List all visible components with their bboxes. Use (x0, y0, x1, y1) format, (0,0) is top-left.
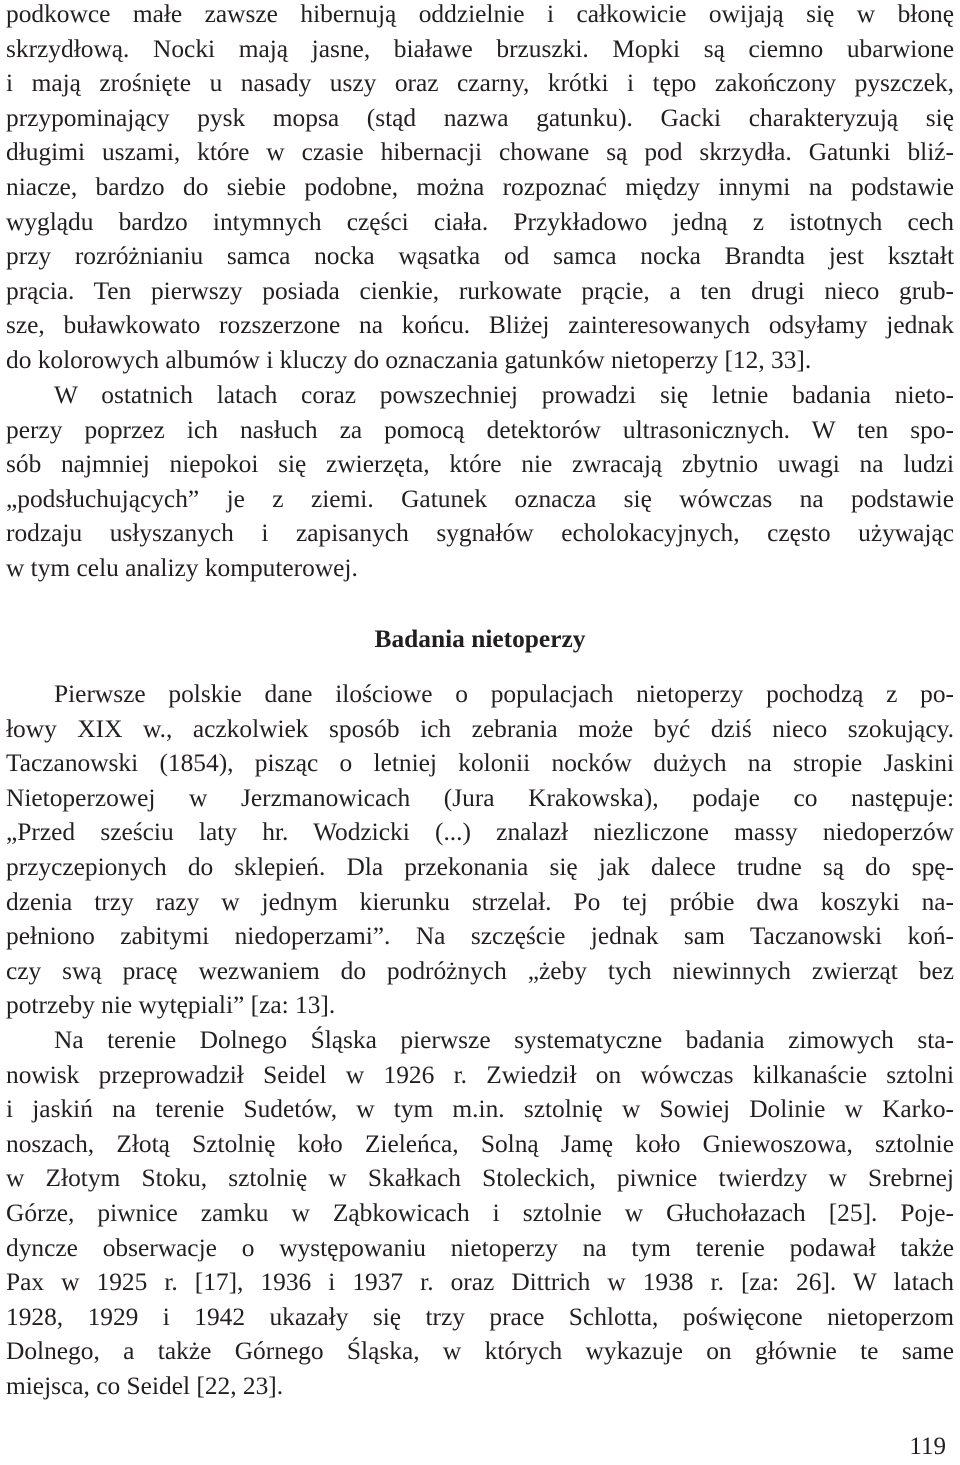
text-line: sób najmniej niepokoi się zwierzęta, które nie zwracają zbytnio uwagi na ludzi (6, 450, 954, 479)
text-line: przypominający pysk mopsa (stąd nazwa gatunku). Gacki charakteryzują się (6, 103, 954, 132)
text-line: 1928, 1929 i 1942 ukazały się trzy prace Schlotta, poświęcone nietoperzom (6, 1302, 954, 1331)
text-line: „podsłuchujących” je z ziemi. Gatunek oznacza się wówczas na podstawie (6, 484, 954, 513)
text-line: wyglądu bardzo intymnych części ciała. Przykładowo jedną z istotnych cech (6, 207, 954, 236)
text-line: rodzaju usłyszanych i zapisanych sygnałów echolokacyjnych, często używając (6, 519, 954, 548)
text-line: niacze, bardzo do siebie podobne, można rozpoznać między innymi na podstawie (6, 172, 954, 201)
paragraph-ultrasonic (6, 378, 954, 586)
text-line: długimi uszami, które w czasie hibernacji chowane są pod skrzydła. Gatunki bliź- (6, 138, 954, 167)
text-line: i jaskiń na terenie Sudetów, w tym m.in. sztolnię w Sowiej Dolinie w Karko- (6, 1095, 954, 1124)
text-line: Pierwsze polskie dane ilościowe o populacjach nietoperzy pochodzą z po- (54, 680, 954, 708)
text-line: do kolorowych albumów i kluczy do oznaczania gatunków nietoperzy [12, 33]. (6, 345, 812, 374)
text-line: w Złotym Stoku, sztolnię w Skałkach Stoleckich, piwnice twierdzy w Srebrnej (6, 1164, 954, 1193)
page-number: 119 (909, 1433, 946, 1460)
text-line: sze, buławkowato rozszerzone na końcu. Bliżej zainteresowanych odsyłamy jednak (6, 311, 954, 340)
paragraph-continuation (6, 0, 954, 378)
text-line: perzy poprzez ich nasłuch za pomocą detektorów ultrasonicznych. W ten spo- (6, 415, 954, 444)
text-line: W ostatnich latach coraz powszechniej prowadzi się letnie badania nieto- (54, 381, 954, 409)
paragraph-first-data (6, 677, 954, 1023)
text-line: noszach, Złotą Sztolnię koło Zieleńca, Solną Jamę koło Gniewoszowa, sztolnie (6, 1129, 954, 1158)
text-line: Na terenie Dolnego Śląska pierwsze systematyczne badania zimowych sta- (54, 1026, 954, 1054)
text-line: dzenia trzy razy w jednym kierunku strzelał. Po tej próbie dwa koszyki na- (6, 887, 954, 916)
text-line: i mają zrośnięte u nasady uszy oraz czarny, krótki i tępo zakończony pyszczek, (6, 69, 954, 98)
text-line: Pax w 1925 r. [17], 1936 i 1937 r. oraz Dittrich w 1938 r. [za: 26]. W latach (6, 1268, 954, 1297)
text-line: prącia. Ten pierwszy posiada cienkie, rurkowate prącie, a ten drugi nieco grub- (6, 276, 954, 305)
text-line: skrzydłową. Nocki mają jasne, białawe brzuszki. Mopki są ciemno ubarwione (6, 34, 954, 63)
text-line: przy rozróżnianiu samca nocka wąsatka od samca nocka Brandta jest kształt (6, 242, 954, 271)
paragraph-lower-silesia (6, 1023, 954, 1404)
text-line: nowisk przeprowadził Seidel w 1926 r. Zwiedził on wówczas kilkanaście sztolni (6, 1060, 954, 1089)
text-line: podkowce małe zawsze hibernują oddzielnie i całkowicie owijają się w błonę (6, 0, 954, 28)
text-line: miejsca, co Seidel [22, 23]. (6, 1371, 284, 1400)
text-line: Dolnego, a także Górnego Śląska, w których wykazuje on głównie te same (6, 1337, 954, 1366)
section-heading: Badania nietoperzy (374, 625, 586, 653)
text-line: Górze, piwnice zamku w Ząbkowicach i sztolnie w Głuchołazach [25]. Poje- (6, 1198, 954, 1227)
text-line: potrzeby nie wytępiali” [za: 13]. (6, 991, 336, 1020)
text-line: „Przed sześciu laty hr. Wodzicki (...) znalazł niezliczone massy niedoperzów (6, 818, 954, 847)
text-line: Taczanowski (1854), pisząc o letniej kolonii nocków dużych na stropie Jaskini (6, 749, 954, 778)
text-line: przyczepionych do sklepień. Dla przekonania się jak dalece trudne są do spę- (6, 852, 954, 881)
text-line: czy swą pracę wezwaniem do podróżnych „żeby tych niewinnych zwierząt bez (6, 956, 954, 985)
text-line: pełniono zabitymi niedoperzami”. Na szczęście jednak sam Taczanowski koń- (6, 922, 954, 951)
text-line: w tym celu analizy komputerowej. (6, 553, 358, 582)
text-line: dyncze obserwacje o występowaniu nietoperzy na tym terenie podawał także (6, 1233, 954, 1262)
text-line: łowy XIX w., aczkolwiek sposób ich zebrania może być dziś nieco szokujący. (6, 714, 954, 743)
text-line: Nietoperzowej w Jerzmanowicach (Jura Krakowska), podaje co następuje: (6, 783, 954, 812)
